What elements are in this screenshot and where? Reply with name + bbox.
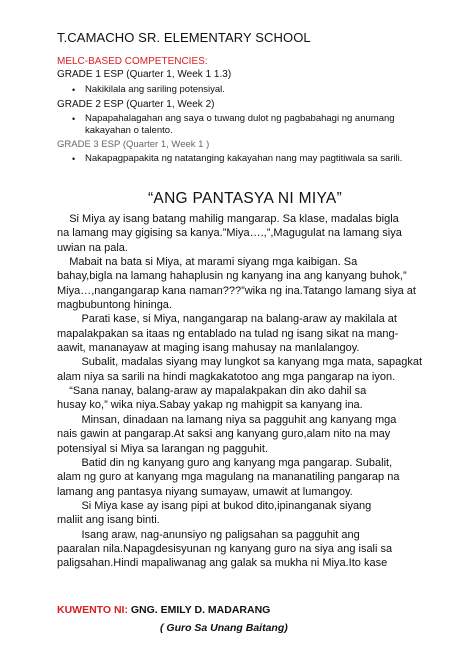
bullet-icon: • [72, 85, 76, 95]
grade-2-competency-text: Napapahalagahan ang saya o tuwang dulot ng pagbabahagi ng anumang kakayahan o talento. [85, 113, 395, 136]
grade-1-label: GRADE 1 ESP (Quarter 1, Week 1 1.3) [57, 69, 232, 80]
bullet-icon: • [72, 114, 76, 124]
story-line: nais gawin at pangarap.At saksi ang kanyang guro,alam nito na may [57, 428, 391, 441]
story-body [57, 212, 429, 571]
grade-2-competency [72, 113, 425, 137]
story-line: alam ng guro at kanyang mga magulang na mananatiling pangarap na [57, 471, 400, 484]
story-line: Mabait na bata si Miya, at marami siyang mga kaibigan. Sa [57, 256, 358, 269]
story-title-text: “ANG PANTASYA NI MIYA” [147, 190, 343, 207]
grade-3-label: GRADE 3 ESP (Quarter 1, Week 1 ) [57, 139, 210, 150]
story-line: Parati kase, si Miya, nangangarap na balang-araw ay makilala at [57, 313, 397, 326]
bullet-icon: • [72, 154, 76, 164]
grade-2-label: GRADE 2 ESP (Quarter 1, Week 2) [57, 99, 215, 110]
story-line: potensiyal si Miya sa larangan ng pagguhit. [57, 442, 268, 455]
story-line: uwian na pala. [57, 241, 128, 254]
story-line: aawit, mananayaw at maging isang mahusay na manlalangoy. [57, 342, 360, 355]
story-line: Minsan, dinadaan na lamang niya sa pagguhit ang kanyang mga [57, 413, 397, 426]
grade-1-competency-text: Nakikilala ang sariling potensiyal. [85, 84, 225, 95]
story-line: paaralan nila.Napagdesisyunan ng kanyang guro na siya ang isali sa [57, 542, 393, 555]
story-line: Si Miya kase ay isang pipi at bukod dito,ipinanganak siyang [57, 499, 372, 512]
story-line: magbubuntong hininga. [57, 299, 172, 312]
author-name: GNG. EMILY D. MADARANG [130, 604, 271, 616]
story-line: Miya…,nangangarap kana naman???”wika ng ina.Tatango lamang siya at [57, 284, 416, 297]
grade-3-competency-text: Nakapagpapakita ng natatanging kakayahan nang may pagtitiwala sa sarili. [85, 153, 403, 164]
story-line: na lamang may gigising sa kanya.”Miya….,”,Magugulat na lamang siya [57, 227, 402, 240]
school-name: T.CAMACHO SR. ELEMENTARY SCHOOL [57, 30, 311, 45]
author-role: ( Guro Sa Unang Baitang) [160, 622, 288, 634]
story-line: maliit ang isang binti. [57, 514, 160, 527]
story-title [0, 190, 474, 208]
story-line: Batid din ng kanyang guro ang kanyang mga pangarap. Subalit, [57, 456, 393, 469]
grade-3-competency [72, 153, 425, 165]
story-line: mapalakpakan sa itaas ng entablado na tulad ng isang sikat na mang- [57, 327, 399, 340]
story-line: husay ko,” wika niya.Sabay yakap ng mahigpit sa kanyang ina. [57, 399, 363, 412]
story-line: bahay,bigla na lamang hahaplusin ng kanyang ina ang kanyang buhok,” [57, 270, 407, 283]
melc-heading: MELC-BASED COMPETENCIES: [57, 56, 208, 67]
author-label: KUWENTO NI: [57, 604, 128, 616]
story-line: lamang ang pantasya niyang sumayaw, umawit at lumangoy. [57, 485, 353, 498]
story-line: Subalit, madalas siyang may lungkot sa kanyang mga mata, sapagkat [57, 356, 423, 369]
story-line: alam niya sa sarili na hindi magkakatotoo ang mga pangarap na iyon. [57, 370, 396, 383]
story-line: Si Miya ay isang batang mahilig mangarap. Sa klase, madalas bigla [57, 213, 399, 225]
author-line [57, 604, 270, 616]
story-line: “Sana nanay, balang-araw ay mapalakpakan din ako dahil sa [57, 385, 367, 398]
story-line: paligsahan.Hindi mapaliwanag ang galak sa mukha ni Miya.Ito kase [57, 557, 388, 570]
story-line: Isang araw, nag-anunsiyo ng paligsahan sa pagguhit ang [57, 528, 360, 541]
grade-1-competency [72, 84, 425, 96]
